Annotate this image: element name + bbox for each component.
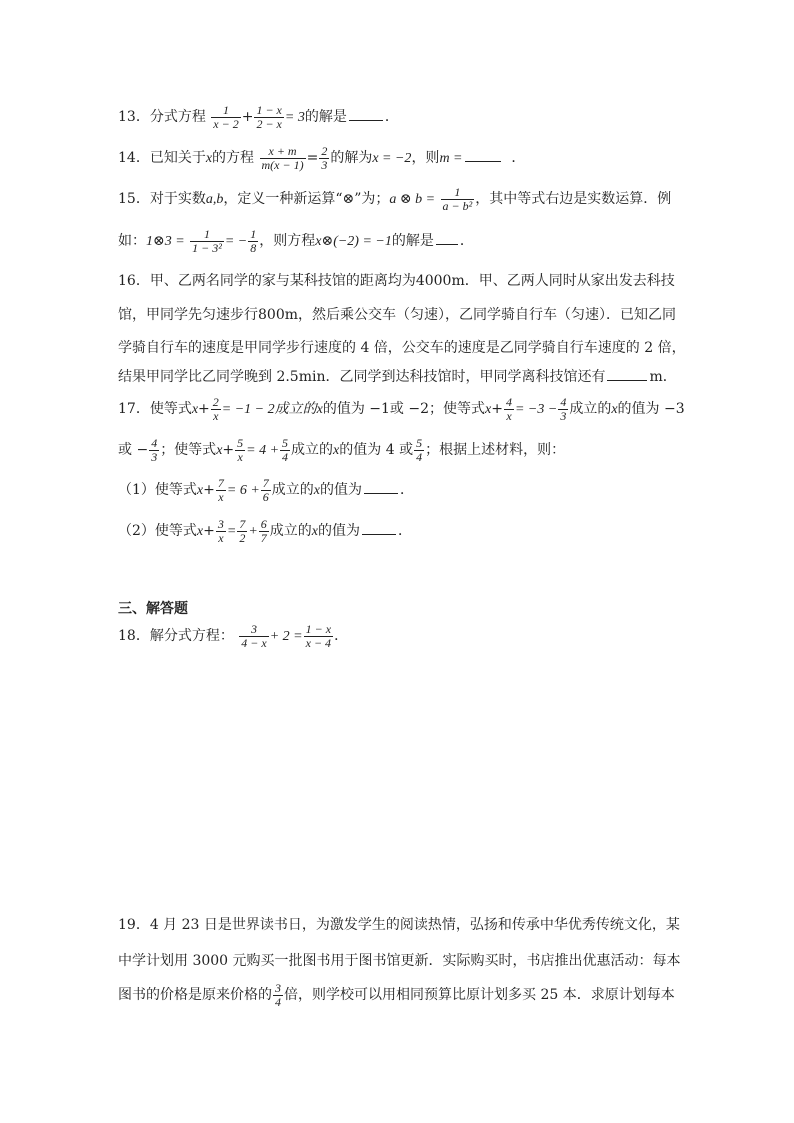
fraction xyxy=(237,518,247,544)
section-heading: 三、解答题 xyxy=(118,601,188,617)
denominator: x xyxy=(506,408,512,423)
q17-val1: 的值为 −1或 −2；使等式 xyxy=(322,401,486,418)
denominator: 4 xyxy=(282,449,289,464)
rhs: = 3 xyxy=(284,110,305,126)
q17-rest3: ；根据上述材料，则： xyxy=(425,442,566,459)
question-18 xyxy=(118,623,794,649)
plus: + xyxy=(203,523,215,540)
fraction xyxy=(149,437,159,463)
denominator: 2 − x xyxy=(256,116,282,131)
fraction xyxy=(280,437,290,463)
question-16-line-1: 16．甲、乙两名同学的家与某科技馆的距离均为4000m．甲、乙两人同时从家出发去科技 xyxy=(118,273,675,289)
denominator: 3 xyxy=(560,408,567,423)
plus: + xyxy=(198,401,210,418)
numerator: 3 xyxy=(217,517,224,531)
numerator: 3 xyxy=(239,623,268,637)
answer-blank[interactable] xyxy=(364,492,398,494)
numerator: 1 xyxy=(190,228,224,242)
q16-line-4-text: 结果甲同学比乙同学晚到 2.5min．乙同学到达科技馆时，甲同学离科技馆还有 xyxy=(118,369,606,385)
fraction xyxy=(239,623,268,649)
numerator: 6 xyxy=(260,517,267,531)
q13-tail: 的解是 xyxy=(304,109,347,126)
fraction xyxy=(211,396,221,422)
denominator: 1 − 3² xyxy=(192,240,222,255)
fraction xyxy=(319,145,329,171)
denominator: 3 xyxy=(151,449,158,464)
denominator: 8 xyxy=(250,240,257,255)
denominator: x − 4 xyxy=(305,635,332,650)
q14-mid: 的方程 xyxy=(212,150,255,167)
var-x: x xyxy=(333,443,340,459)
numerator: 4 xyxy=(560,395,567,409)
denominator: 4 xyxy=(416,449,423,464)
fraction xyxy=(414,437,424,463)
denominator: 6 xyxy=(262,489,269,504)
q14-sol: 的解为 xyxy=(330,150,373,167)
fraction xyxy=(216,518,226,544)
numerator: 1 − x xyxy=(305,622,332,636)
numerator: 4 xyxy=(505,395,512,409)
denominator: m(x − 1) xyxy=(261,157,304,172)
rhs: = 4 + xyxy=(246,443,280,459)
q17-p2-lead: （2）使等式 xyxy=(118,523,197,540)
plus: + xyxy=(248,524,258,540)
question-19-line-1: 19．4 月 23 日是世界读书日，为激发学生的阅读热情，弘扬和传承中华优秀传统文化，某 xyxy=(118,917,680,933)
q17-p2-cond: 成立的 xyxy=(269,523,312,540)
q17-lead: 17．使等式 xyxy=(118,401,192,418)
plus: + xyxy=(222,442,235,459)
numerator: 2 xyxy=(212,395,219,409)
answer-blank[interactable] xyxy=(465,160,501,162)
q14-comma: ，则 xyxy=(411,150,440,167)
fraction xyxy=(259,518,269,544)
question-17-line-2 xyxy=(118,437,794,463)
q15-def: ，定义一种新运算“⊗”为； xyxy=(223,191,390,208)
numerator: 7 xyxy=(217,476,224,490)
answer-blank[interactable] xyxy=(436,243,458,245)
numerator: 7 xyxy=(262,476,269,490)
q18-lead: 18．解分式方程： xyxy=(118,628,234,645)
q16-line-4-end: m． xyxy=(649,369,677,385)
q17-semi: ；使等式 xyxy=(160,442,217,459)
numerator: 1 xyxy=(250,227,257,241)
question-19-line-2: 中学计划用 3000 元购买一批图书用于图书馆更新．实际购买时，书店推出优惠活动：每本 xyxy=(118,953,681,969)
numerator: x + m xyxy=(260,145,306,159)
numerator: 1 xyxy=(441,186,475,200)
numerator: 5 xyxy=(237,436,244,450)
end-mark: ． xyxy=(511,150,526,167)
rhs: = 6 + xyxy=(226,483,260,499)
solution-value: x = −2 xyxy=(372,151,412,167)
q15-ex-end: 的解是 xyxy=(391,233,434,250)
question-19-line-3 xyxy=(118,982,794,1008)
example-val: = − xyxy=(224,234,248,250)
var-x: x xyxy=(316,402,323,418)
denominator: x xyxy=(218,530,224,545)
rhs: = −1 − 2成立的 xyxy=(221,402,317,418)
end-mark: ． xyxy=(384,109,399,126)
fraction xyxy=(261,477,271,503)
numerator: 2 xyxy=(321,144,328,158)
denominator: a − b² xyxy=(442,198,473,213)
fraction xyxy=(235,437,245,463)
equation: x⊗(−2) = −1 xyxy=(315,234,392,250)
question-14 xyxy=(118,145,794,171)
denominator: 4 xyxy=(275,994,281,1009)
vars: a,b xyxy=(205,192,224,208)
numerator: 3 xyxy=(275,981,281,995)
question-17 xyxy=(118,396,794,422)
denominator: 7 xyxy=(260,530,267,545)
end-mark: ． xyxy=(334,628,349,645)
rhs: = −3 − xyxy=(514,402,558,418)
q17-cond2: 成立的 xyxy=(569,401,612,418)
var-x: x xyxy=(196,483,204,499)
fraction xyxy=(190,228,224,254)
denominator: x xyxy=(213,408,219,423)
fraction xyxy=(248,228,258,254)
q17-p2-val: 的值为 xyxy=(318,523,360,540)
q17-p1-val: 的值为 xyxy=(320,482,362,499)
question-13 xyxy=(118,104,794,130)
fraction xyxy=(304,623,333,649)
rhs: = xyxy=(226,524,237,540)
plus: + xyxy=(203,482,215,499)
fraction xyxy=(441,186,475,212)
numerator: 5 xyxy=(416,436,423,450)
var-x: x xyxy=(311,524,318,540)
denominator: 3 xyxy=(321,157,328,172)
denominator: x xyxy=(218,489,224,504)
q17-p1-lead: （1）使等式 xyxy=(118,482,197,499)
numerator: 7 xyxy=(239,517,246,531)
fraction xyxy=(273,982,283,1008)
q17-l2-lead: 或 − xyxy=(118,442,149,459)
question-15 xyxy=(118,186,794,212)
q17-cond3: 成立的 xyxy=(291,442,334,459)
denominator: 2 xyxy=(239,530,246,545)
question-16-line-4 xyxy=(118,366,794,386)
denominator: x xyxy=(237,449,243,464)
answer-blank[interactable] xyxy=(349,119,383,121)
fraction xyxy=(558,396,568,422)
q13-lead: 13．分式方程 xyxy=(118,109,206,126)
op-def: a ⊗ b = xyxy=(389,192,436,208)
var-x: x xyxy=(313,483,320,499)
var-x: x xyxy=(485,402,492,418)
question-16-line-3: 学骑自行车的速度是甲同学步行速度的 4 倍，公交车的速度是乙同学骑自行车速度的 2 倍， xyxy=(118,340,686,356)
q17-val2: 的值为 −3 xyxy=(617,401,685,418)
question-15-example xyxy=(118,228,794,254)
q14-lead: 14．已知关于 xyxy=(118,150,206,167)
rhs: + 2 = xyxy=(269,629,303,645)
q15-lead: 15．对于实数 xyxy=(118,191,206,208)
numerator: 1 xyxy=(211,104,240,118)
end-mark: ． xyxy=(459,233,474,250)
question-17-part-2 xyxy=(118,518,794,544)
question-17-part-1 xyxy=(118,477,794,503)
denominator: x − 2 xyxy=(213,116,239,131)
var-x: x xyxy=(191,402,199,418)
question-16-line-2: 馆，甲同学先匀速步行800m，然后乘公交车（匀速），乙同学骑自行车（匀速）．已知乙同 xyxy=(118,307,676,323)
q15-ex-lead: 如： xyxy=(118,233,146,250)
var-x: x xyxy=(205,151,213,167)
fraction xyxy=(216,477,226,503)
plus: + xyxy=(241,109,254,126)
answer-blank[interactable] xyxy=(607,379,647,381)
equals: = xyxy=(306,150,319,167)
answer-blank[interactable] xyxy=(362,533,396,535)
numerator: 1 − x xyxy=(256,103,282,117)
m-equals: m = xyxy=(439,151,463,167)
q17-val3: 的值为 4 或 xyxy=(339,442,414,459)
var-x: x xyxy=(196,524,204,540)
q15-rest: ，其中等式右边是实数运算．例 xyxy=(475,191,672,208)
q19-l3-tail: 倍，则学校可以用相同预算比原计划多买 25 本．求原计划每本 xyxy=(284,987,675,1004)
fraction xyxy=(260,145,306,171)
q17-p1-cond: 成立的 xyxy=(271,482,314,499)
plus: + xyxy=(491,401,503,418)
end-mark: ． xyxy=(400,482,414,499)
var-x: x xyxy=(611,402,618,418)
fraction xyxy=(504,396,514,422)
q19-l3-lead: 图书的价格是原来价格的 xyxy=(118,987,272,1004)
example-eq: 1⊗3 = xyxy=(146,234,185,250)
fraction xyxy=(254,104,283,130)
q15-ex-tail: ，则方程 xyxy=(259,233,316,250)
fraction xyxy=(211,104,240,130)
numerator: 4 xyxy=(151,436,158,450)
var-x: x xyxy=(216,443,223,459)
end-mark: ． xyxy=(398,523,412,540)
numerator: 5 xyxy=(282,436,289,450)
denominator: 4 − x xyxy=(241,635,267,650)
